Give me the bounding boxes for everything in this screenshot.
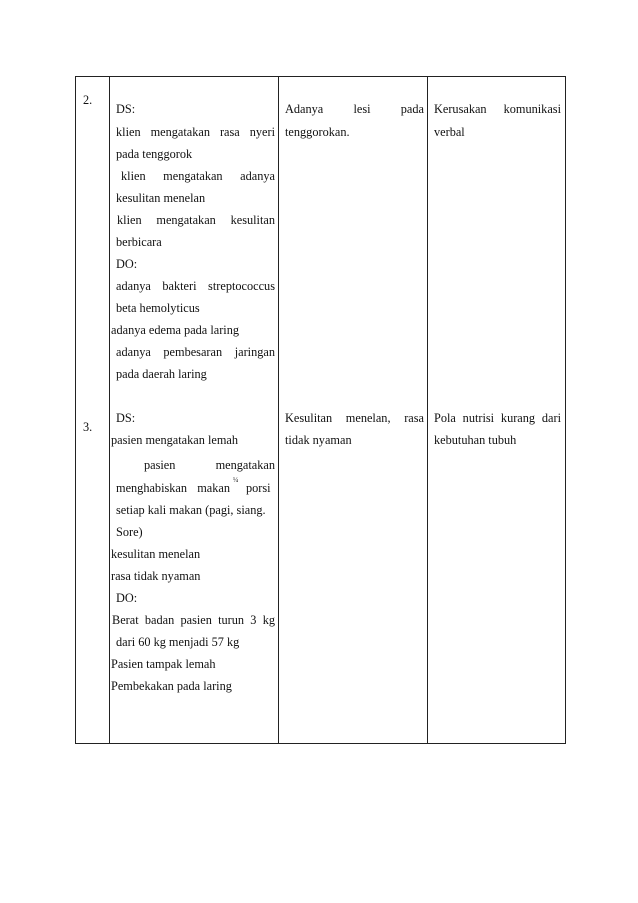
data-line: Berat badan pasien turun 3 kg — [112, 613, 275, 627]
data-line: pada tenggorok — [116, 147, 193, 161]
data-line: Sore) — [116, 525, 143, 539]
data-line: pada daerah laring — [116, 367, 207, 381]
data-line: kesulitan menelan — [116, 191, 206, 205]
data-line: DS: — [116, 102, 136, 116]
data-line: Pasien tampak lemah — [111, 657, 216, 671]
data-line: DO: — [116, 591, 138, 605]
data-line: kesulitan menelan — [111, 547, 201, 561]
table-border-bottom — [75, 743, 566, 744]
row-number: 2. — [83, 93, 93, 107]
problem-line: Pola nutrisi kurang dari — [434, 411, 561, 425]
table-border-top — [75, 76, 566, 77]
data-line: beta hemolyticus — [116, 301, 200, 315]
table-border-left — [75, 76, 76, 744]
etiology-line: Kesulitan menelan, rasa — [285, 411, 424, 425]
table-border-right — [565, 76, 566, 744]
data-line: klien mengatakan adanya — [121, 169, 275, 183]
problem-line: Kerusakan komunikasi — [434, 102, 561, 116]
data-line: porsi — [246, 481, 271, 495]
data-line: adanya pembesaran jaringan — [116, 345, 275, 359]
data-line: DO: — [116, 257, 138, 271]
etiology-line: Adanya lesi pada — [285, 102, 424, 116]
data-line: klien mengatakan rasa nyeri — [116, 125, 275, 139]
etiology-line: tenggorokan. — [285, 125, 350, 139]
data-line: Pembekakan pada laring — [111, 679, 232, 693]
data-line: pasien mengatakan — [144, 458, 275, 472]
row-number: 3. — [83, 420, 93, 434]
data-line: dari 60 kg menjadi 57 kg — [116, 635, 240, 649]
fraction: ¼ — [233, 476, 239, 484]
problem-line: kebutuhan tubuh — [434, 433, 517, 447]
data-line: adanya bakteri streptococcus — [116, 279, 275, 293]
data-line: rasa tidak nyaman — [111, 569, 201, 583]
data-line: adanya edema pada laring — [111, 323, 240, 337]
column-divider-2 — [278, 76, 279, 744]
data-line: DS: — [116, 411, 136, 425]
column-divider-3 — [427, 76, 428, 744]
data-line: pasien mengatakan lemah — [111, 433, 239, 447]
data-line: setiap kali makan (pagi, siang. — [116, 503, 266, 517]
column-divider-1 — [109, 76, 110, 744]
etiology-line: tidak nyaman — [285, 433, 352, 447]
data-line: berbicara — [116, 235, 162, 249]
problem-line: verbal — [434, 125, 465, 139]
data-line: klien mengatakan kesulitan — [117, 213, 275, 227]
data-line: menghabiskan makan — [116, 481, 230, 495]
